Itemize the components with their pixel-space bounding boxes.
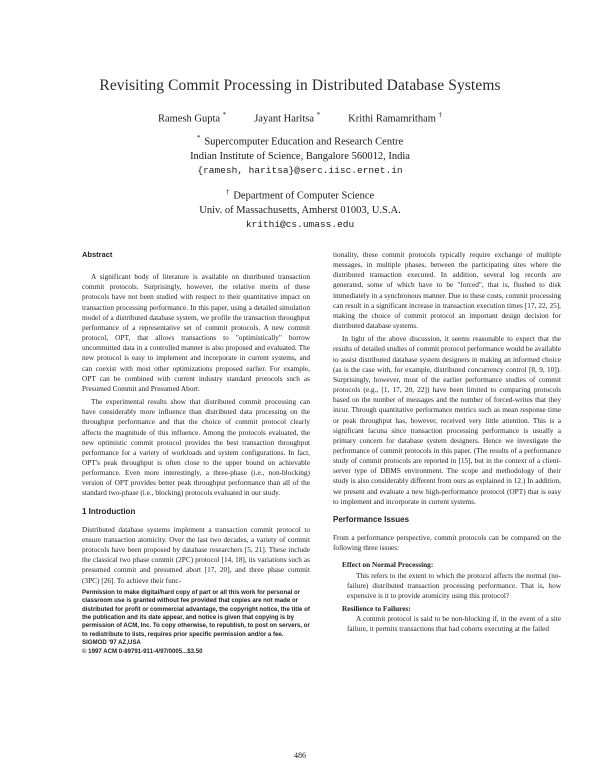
performance-issues-intro: From a performance perspective, commit protocols can be compared on the following three issues: (333, 533, 561, 553)
affiliation-2-line2: Univ. of Massachusetts, Amherst 01003, U.S.A. (199, 204, 401, 216)
affiliation-1-email: {ramesh, haritsa}@serc.iisc.ernet.in (197, 164, 403, 176)
author-list (0, 111, 600, 125)
affiliation-2-dept: Department of Computer Science (233, 190, 375, 202)
right-paragraph-2: In light of the above discussion, it seems reasonable to expect that the results of detailed studies of commit protocol performance would be available to assist distributed database system designers in making an informed choice (as is the case with, for example, distributed concurrency control [8, 9, 10]). Surprisingly, however, most of the earlier performance studies of commit protocols (e.g., [1, 17, 20, 22]) have been limited to comparing protocols based on the number of messages and the number of forced-writes that they incur. Through quantitative performance metrics such as mean response time or peak throughput has, however, received very little attention. This is a significant lacuna since transaction processing performance is usually a primary concern for database system designers. Hence we investigate the performance of commit protocols in this paper. (The results of a performance study of commit protocols are reported in [15], but in the context of a client-server type of DBMS environment. The scope and methodology of their study is also considerably different from ours as explained in 12.) In addition, we present and evaluate a new high-performance protocol (OPT) that is easy to implement and incorporate in current systems. (333, 334, 561, 506)
author-3-mark: † (438, 111, 443, 119)
right-column (333, 250, 561, 637)
performance-issues-heading: Performance Issues (333, 514, 410, 524)
abstract-paragraph-2: The experimental results show that distributed commit processing can have considerably more influence than distributed data processing on the throughput performance and that the choice of commit protocol clearly affects the magnitude of this influence. Among the protocols evaluated, the new optimistic commit protocol provides the best transaction throughput performance for a variety of workloads and system configurations. In fact, OPT's peak throughput is often close to the upper bound on achievable performance. Even more interestingly, a three-phase (i.e., non-blocking) version of OPT provides better peak throughput performance than all of the standard two-phase (i.e., blocking) protocols evaluated in our study. (82, 397, 310, 498)
affiliation-1-mark: * (196, 134, 201, 142)
abstract-heading: Abstract (82, 250, 113, 259)
performance-issue-1-title: Effect on Normal Processing: (342, 560, 434, 570)
copyright-notice (82, 589, 310, 656)
affiliation-2-line1 (0, 185, 600, 204)
performance-issue-2 (333, 604, 561, 634)
author-2-name: Jayant Haritsa (254, 113, 314, 125)
left-column (82, 250, 310, 656)
author-1 (158, 111, 226, 125)
abstract-paragraph-1: A significant body of literature is available on distributed transaction commit protocols. Surprisingly, however, the relative merits of these protocols have not been studied with respect to their quantitative impact on transaction processing performance. In this paper, using a detailed simulation model of a distributed database system, we profile the transaction throughput performance of a representative set of commit protocols. A new commit protocol, OPT, that allows transactions to "optimistically" borrow uncommitted data in a controlled manner is also proposed and evaluated. The new protocol is easy to implement and incorporate in current systems, and can coexist with most other optimizations proposed earlier. For example, OPT can be combined with current industry standard protocols such as Presumed Commit and Presumed Abort. (82, 272, 310, 393)
affiliation-1-dept: Supercomputer Education and Research Centre (204, 136, 404, 148)
conference-line: SIGMOD '97 AZ,USA (82, 639, 141, 647)
affiliation-1 (0, 131, 600, 178)
performance-issue-1 (333, 560, 561, 601)
affiliation-2-email: krithi@cs.umass.edu (245, 218, 355, 230)
permission-text: Permission to make digital/hard copy of part or all this work for personal or classroom use is granted without fee provided that copies are not made or distributed for profit or commercial advantage, the copyright notice, the title of the publication and its date appear, and notice is given that copying is by permission of ACM, Inc. To copy otherwise, to republish, to post on servers, or to redistribute to lists, requires prior specific permission and/or a fee. (82, 588, 310, 638)
author-2-mark: * (316, 111, 321, 119)
performance-issue-2-text: A commit protocol is said to be non-blocking if, in the event of a site failure, it permits transactions that had cohorts executing at the failed (347, 614, 561, 634)
affiliation-1-line1 (0, 131, 600, 150)
affiliation-2 (0, 185, 600, 232)
performance-issue-2-title: Resilience to Failures: (342, 604, 411, 613)
performance-issue-1-text: This refers to the extent to which the protocol affects the normal (no-failure) distributed transaction processing performance. That is, how expensive is it to provide atomicity using this protocol? (347, 570, 561, 600)
author-3 (348, 111, 442, 125)
author-2 (254, 111, 320, 125)
author-3-name: Krithi Ramamritham (348, 113, 436, 125)
affiliation-1-line2: Indian Institute of Science, Bangalore 560012, India (190, 150, 410, 162)
right-paragraph-1: tionality, these commit protocols typically require exchange of multiple messages, in multiple phases, between the participating sites where the distributed transaction executed. In addition, several log records are generated, some of which have to be "forced", that is, flushed to disk immediately in a synchronous manner. Due to these costs, commit processing can result in a significant increase in transaction execution times [17, 22, 25], making the choice of commit protocol an important design decision for distributed database systems. (333, 250, 561, 331)
paper-title: Revisiting Commit Processing in Distributed Database Systems (99, 77, 501, 94)
copyright-line: © 1997 ACM 0-89791-911-4/97/0005...$3.50 (82, 647, 203, 655)
affiliation-2-mark: † (225, 188, 230, 196)
page-number: 486 (294, 751, 306, 760)
introduction-paragraph-1: Distributed database systems implement a transaction commit protocol to ensure transaction atomicity. Over the last two decades, a variety of commit protocols have been proposed by database researchers [5, 21]. These include the classical two phase commit (2PC) protocol [14, 18], its variations such as presumed commit and presumed abort [17, 20], and three phase commit (3PC) [26]. To achieve their func- (82, 524, 310, 585)
introduction-heading: 1 Introduction (82, 506, 136, 516)
author-1-mark: * (222, 111, 227, 119)
author-1-name: Ramesh Gupta (157, 113, 221, 125)
